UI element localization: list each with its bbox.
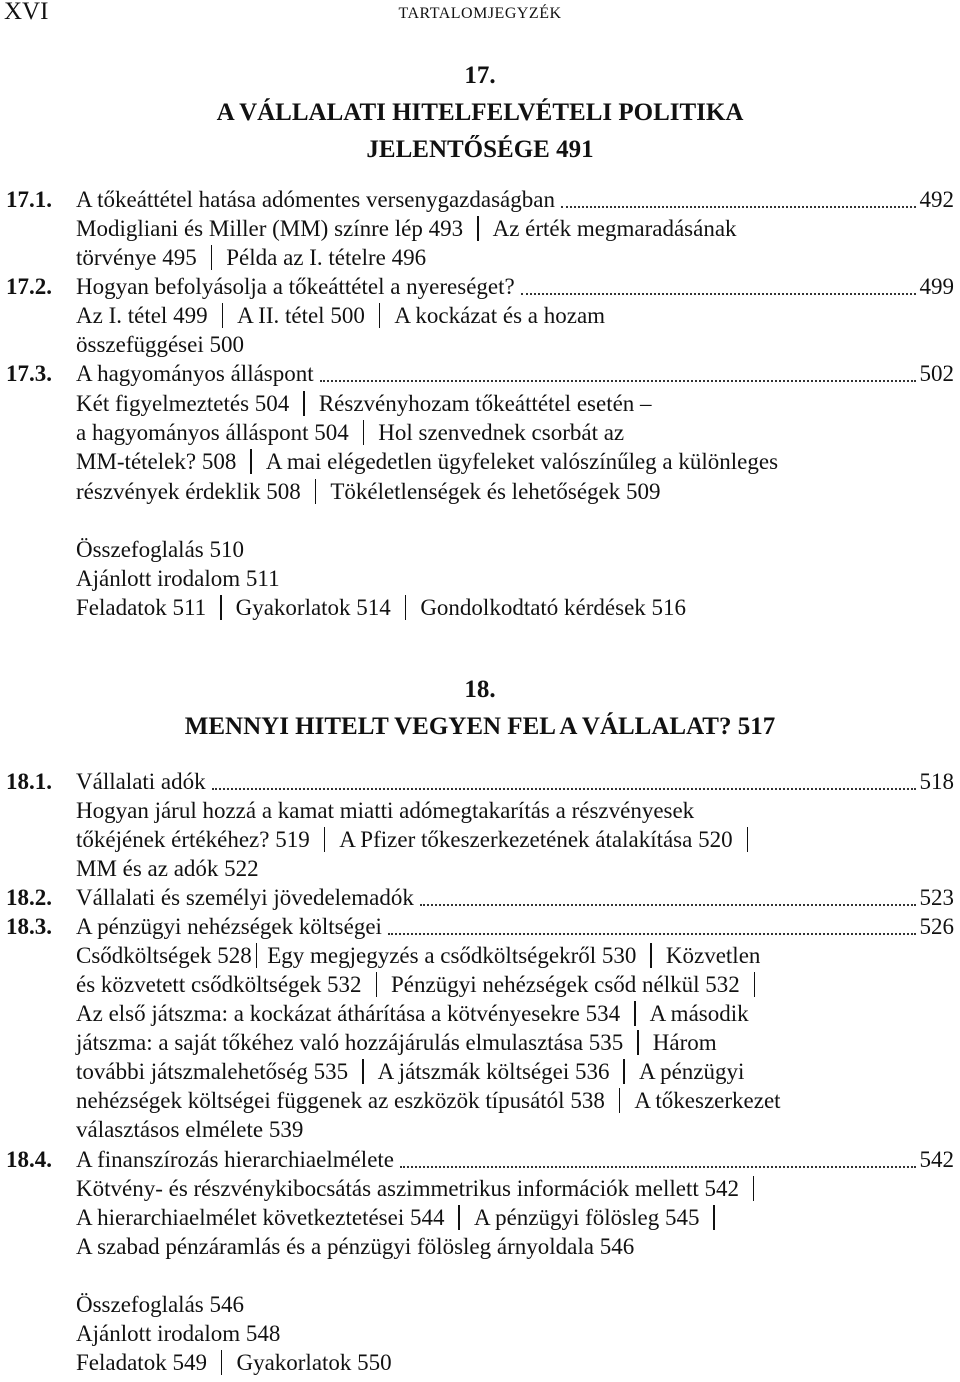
subentry: Három xyxy=(652,1030,717,1055)
toc-section-row xyxy=(0,185,960,215)
separator xyxy=(222,303,224,328)
section-page: 542 xyxy=(919,1147,954,1172)
section-number: 18.4. xyxy=(6,1147,52,1172)
dot-leader xyxy=(521,292,916,295)
separator xyxy=(379,303,381,328)
chapter-heading-17 xyxy=(0,57,960,168)
subentry: Egy megjegyzés a csődköltségekről 530 xyxy=(267,943,637,968)
subentry: játszma: a saját tőkéhez való hozzájárulás elmulasztása 535 xyxy=(76,1030,624,1055)
subentry: Csődköltségek 528 xyxy=(76,943,252,968)
subentry: A kockázat és a hozam xyxy=(394,303,606,328)
toc-subline xyxy=(0,214,960,244)
chapter-number: 17. xyxy=(464,62,496,89)
subentry: Részvényhozam tőkeáttétel esetén – xyxy=(318,391,652,416)
subentry: A tőkeszerkezet xyxy=(634,1088,781,1113)
separator xyxy=(405,595,407,620)
toc-subline xyxy=(0,301,960,331)
separator xyxy=(315,479,317,504)
toc-endmatter-line xyxy=(0,1290,960,1320)
separator xyxy=(477,216,479,241)
reading-entry: Ajánlott irodalom 548 xyxy=(76,1321,281,1346)
dot-leader xyxy=(212,787,916,790)
toc-endmatter-line xyxy=(0,1348,960,1378)
dot-leader xyxy=(561,205,916,208)
subentry: MM és az adók 522 xyxy=(76,856,259,881)
subentry: A szabad pénzáramlás és a pénzügyi fölösleg árnyoldala 546 xyxy=(76,1234,635,1259)
subentry: Közvetlen xyxy=(665,943,761,968)
subentry: Két figyelmeztetés 504 xyxy=(76,391,290,416)
subentry: A hierarchiaelmélet következtetései 544 xyxy=(76,1205,445,1230)
section-page: 523 xyxy=(919,885,954,910)
subentry: MM-tételek? 508 xyxy=(76,449,237,474)
separator xyxy=(619,1088,621,1113)
toc-subline xyxy=(0,447,960,477)
separator xyxy=(221,1350,223,1375)
toc-endmatter-line xyxy=(0,564,960,594)
separator xyxy=(650,943,652,968)
separator xyxy=(623,1059,625,1084)
chapter-heading-18 xyxy=(0,671,960,745)
section-number: 18.1. xyxy=(6,769,52,794)
section-page: 499 xyxy=(919,274,954,299)
subentry: törvénye 495 xyxy=(76,245,197,270)
section-page: 518 xyxy=(919,769,954,794)
subentry: és közvetett csődköltségek 532 xyxy=(76,972,362,997)
toc-subline xyxy=(0,1232,960,1262)
section-title: Vállalati és személyi jövedelemadók xyxy=(76,885,414,910)
toc-subline xyxy=(0,418,960,448)
exercise-entry: Feladatok 511 xyxy=(76,595,207,620)
toc-section-row xyxy=(0,272,960,302)
toc-endmatter-line xyxy=(0,535,960,565)
separator xyxy=(211,245,213,270)
toc-section-row xyxy=(0,912,960,942)
section-title: A hagyományos álláspont xyxy=(76,361,314,386)
toc-subline xyxy=(0,1115,960,1145)
subentry: A második xyxy=(649,1001,749,1026)
subentry: A mai elégedetlen ügyfeleket valószínűleg a különleges xyxy=(265,449,779,474)
section-number: 17.3. xyxy=(6,361,52,386)
dot-leader xyxy=(388,932,916,935)
subentry: A Pfizer tőkeszerkezetének átalakítása 520 xyxy=(339,827,733,852)
toc-subline xyxy=(0,825,960,855)
toc-subline xyxy=(0,796,960,826)
subentry: részvények érdeklik 508 xyxy=(76,479,301,504)
subentry: Hol szenvednek csorbát az xyxy=(378,420,625,445)
toc-subline xyxy=(0,1174,960,1204)
toc-section-row xyxy=(0,767,960,797)
separator xyxy=(362,1059,364,1084)
exercise-entry: Gondolkodtató kérdések 516 xyxy=(420,595,687,620)
separator xyxy=(637,1030,639,1055)
toc-endmatter-line xyxy=(0,593,960,623)
separator xyxy=(363,420,365,445)
dot-leader xyxy=(420,903,916,906)
dot-leader xyxy=(320,379,916,382)
chapter-number: 18. xyxy=(464,676,496,703)
toc-subline xyxy=(0,1028,960,1058)
toc-subline xyxy=(0,1057,960,1087)
separator xyxy=(256,943,258,968)
subentry: Tökéletlenségek és lehetőségek 509 xyxy=(330,479,661,504)
subentry: Példa az I. tételre 496 xyxy=(226,245,427,270)
separator xyxy=(324,827,326,852)
subentry: további játszmalehetőség 535 xyxy=(76,1059,349,1084)
subentry: Modigliani és Miller (MM) színre lép 493 xyxy=(76,216,464,241)
subentry: Pénzügyi nehézségek csőd nélkül 532 xyxy=(391,972,740,997)
separator xyxy=(753,1176,755,1201)
toc-subline xyxy=(0,389,960,419)
subentry: A pénzügyi xyxy=(638,1059,745,1084)
exercise-entry: Gyakorlatok 514 xyxy=(235,595,391,620)
subentry: A játszmák költségei 536 xyxy=(377,1059,610,1084)
separator xyxy=(220,595,222,620)
toc-subline xyxy=(0,970,960,1000)
section-title: A finanszírozás hierarchiaelmélete xyxy=(76,1147,395,1172)
section-page: 526 xyxy=(919,914,954,939)
chapter-title-line: A VÁLLALATI HITELFELVÉTELI POLITIKA xyxy=(216,99,744,126)
toc-subline xyxy=(0,854,960,884)
separator xyxy=(303,391,305,416)
toc-subline xyxy=(0,243,960,273)
toc-subline xyxy=(0,330,960,360)
summary-entry: Összefoglalás 546 xyxy=(76,1292,244,1317)
exercise-entry: Gyakorlatok 550 xyxy=(236,1350,392,1375)
separator xyxy=(458,1205,460,1230)
separator xyxy=(754,972,756,997)
section-page: 502 xyxy=(919,361,954,386)
section-title: A pénzügyi nehézségek költségei xyxy=(76,914,382,939)
page-number: XVI xyxy=(4,0,49,25)
running-header xyxy=(0,0,960,30)
subentry: A pénzügyi fölösleg 545 xyxy=(473,1205,700,1230)
chapter-title-line: MENNYI HITELT VEGYEN FEL A VÁLLALAT? 517 xyxy=(184,713,776,740)
subentry: tőkéjének értékéhez? 519 xyxy=(76,827,310,852)
separator xyxy=(747,827,749,852)
dot-leader xyxy=(400,1165,915,1168)
separator xyxy=(376,972,378,997)
toc-subline xyxy=(0,477,960,507)
toc-section-row xyxy=(0,1145,960,1175)
subentry: összefüggései 500 xyxy=(76,332,244,357)
section-title: A tőkeáttétel hatása adómentes versenygazdaságban xyxy=(76,187,555,212)
toc-section-row xyxy=(0,359,960,389)
running-title: TARTALOMJEGYZÉK xyxy=(398,5,562,22)
reading-entry: Ajánlott irodalom 511 xyxy=(76,566,280,591)
subentry: Hogyan járul hozzá a kamat miatti adómegtakarítás a részvényesek xyxy=(76,798,695,823)
subentry: Kötvény- és részvénykibocsátás aszimmetrikus információk mellett 542 xyxy=(76,1176,739,1201)
exercise-entry: Feladatok 549 xyxy=(76,1350,207,1375)
section-number: 18.3. xyxy=(6,914,52,939)
subentry: Az első játszma: a kockázat áthárítása a kötvényesekre 534 xyxy=(76,1001,621,1026)
toc-subline xyxy=(0,1086,960,1116)
subentry: A II. tétel 500 xyxy=(237,303,365,328)
toc-subline xyxy=(0,941,960,971)
toc-endmatter-line xyxy=(0,1319,960,1349)
toc-subline xyxy=(0,1203,960,1233)
section-number: 17.1. xyxy=(6,187,52,212)
section-title: Hogyan befolyásolja a tőkeáttétel a nyereséget? xyxy=(76,274,515,299)
subentry: a hagyományos álláspont 504 xyxy=(76,420,349,445)
section-page: 492 xyxy=(919,187,954,212)
chapter-title-line: JELENTŐSÉGE 491 xyxy=(366,136,594,163)
separator xyxy=(713,1205,715,1230)
separator xyxy=(250,449,252,474)
subentry: Az I. tétel 499 xyxy=(76,303,208,328)
summary-entry: Összefoglalás 510 xyxy=(76,537,244,562)
subentry: Az érték megmaradásának xyxy=(492,216,737,241)
section-title: Vállalati adók xyxy=(76,769,206,794)
section-number: 17.2. xyxy=(6,274,52,299)
toc-section-row xyxy=(0,883,960,913)
subentry: nehézségek költségei függenek az eszközök típusától 538 xyxy=(76,1088,605,1113)
separator xyxy=(634,1001,636,1026)
toc-subline xyxy=(0,999,960,1029)
subentry: választásos elmélete 539 xyxy=(76,1117,304,1142)
section-number: 18.2. xyxy=(6,885,52,910)
